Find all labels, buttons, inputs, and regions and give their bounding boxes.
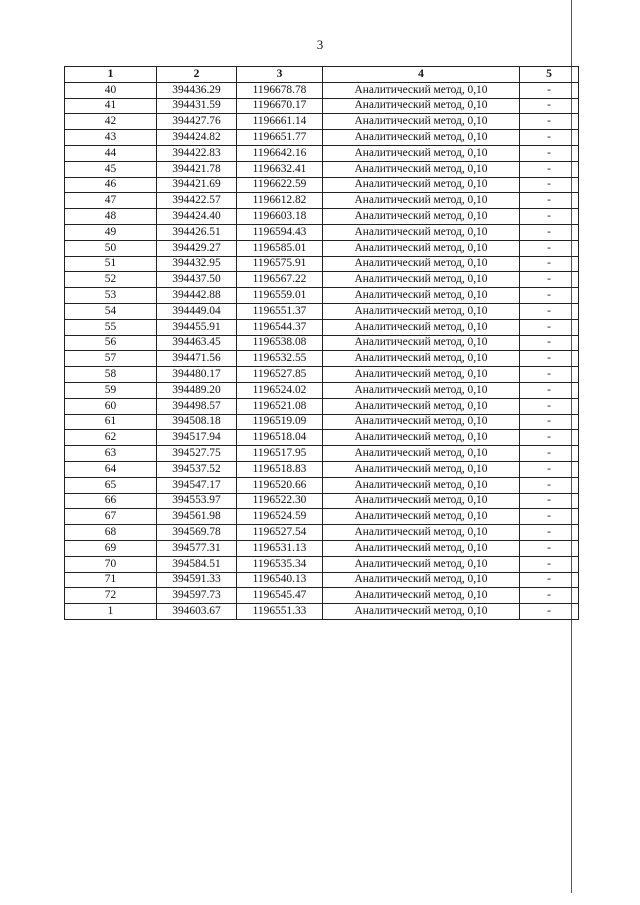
x-coordinate-cell: 394537.52 (157, 461, 237, 477)
point-number-cell: 67 (65, 509, 157, 525)
page-number: 3 (316, 37, 324, 52)
note-cell: - (520, 351, 579, 367)
y-coordinate-cell: 1196594.43 (237, 224, 323, 240)
y-coordinate-cell: 1196518.04 (237, 430, 323, 446)
note-cell: - (520, 177, 579, 193)
x-coordinate-cell: 394561.98 (157, 509, 237, 525)
y-coordinate-cell: 1196603.18 (237, 209, 323, 225)
method-cell: Аналитический метод, 0,10 (323, 161, 520, 177)
note-cell: - (520, 272, 579, 288)
point-number-cell: 50 (65, 240, 157, 256)
x-coordinate-cell: 394449.04 (157, 303, 237, 319)
point-number-cell: 1 (65, 604, 157, 620)
table-row (65, 272, 579, 288)
note-cell: - (520, 82, 579, 98)
y-coordinate-cell: 1196517.95 (237, 446, 323, 462)
method-cell: Аналитический метод, 0,10 (323, 209, 520, 225)
x-coordinate-cell: 394508.18 (157, 414, 237, 430)
method-cell: Аналитический метод, 0,10 (323, 493, 520, 509)
point-number-cell: 51 (65, 256, 157, 272)
note-cell: - (520, 288, 579, 304)
point-number-cell: 43 (65, 130, 157, 146)
table-row (65, 130, 579, 146)
table-row (65, 525, 579, 541)
x-coordinate-cell: 394427.76 (157, 114, 237, 130)
note-cell: - (520, 414, 579, 430)
y-coordinate-cell: 1196632.41 (237, 161, 323, 177)
y-coordinate-cell: 1196521.08 (237, 398, 323, 414)
column-header-5: 5 (520, 67, 579, 83)
table-row (65, 572, 579, 588)
note-cell: - (520, 209, 579, 225)
point-number-cell: 57 (65, 351, 157, 367)
method-cell: Аналитический метод, 0,10 (323, 461, 520, 477)
note-cell: - (520, 446, 579, 462)
x-coordinate-cell: 394569.78 (157, 525, 237, 541)
point-number-cell: 49 (65, 224, 157, 240)
point-number-cell: 69 (65, 540, 157, 556)
method-cell: Аналитический метод, 0,10 (323, 556, 520, 572)
y-coordinate-cell: 1196678.78 (237, 82, 323, 98)
y-coordinate-cell: 1196520.66 (237, 477, 323, 493)
table-row (65, 193, 579, 209)
x-coordinate-cell: 394603.67 (157, 604, 237, 620)
point-number-cell: 66 (65, 493, 157, 509)
y-coordinate-cell: 1196651.77 (237, 130, 323, 146)
x-coordinate-cell: 394597.73 (157, 588, 237, 604)
note-cell: - (520, 525, 579, 541)
x-coordinate-cell: 394517.94 (157, 430, 237, 446)
y-coordinate-cell: 1196518.83 (237, 461, 323, 477)
x-coordinate-cell: 394431.59 (157, 98, 237, 114)
x-coordinate-cell: 394426.51 (157, 224, 237, 240)
table-row (65, 240, 579, 256)
table-row (65, 82, 579, 98)
y-coordinate-cell: 1196545.47 (237, 588, 323, 604)
note-cell: - (520, 509, 579, 525)
method-cell: Аналитический метод, 0,10 (323, 224, 520, 240)
y-coordinate-cell: 1196661.14 (237, 114, 323, 130)
point-number-cell: 70 (65, 556, 157, 572)
method-cell: Аналитический метод, 0,10 (323, 335, 520, 351)
x-coordinate-cell: 394498.57 (157, 398, 237, 414)
x-coordinate-cell: 394437.50 (157, 272, 237, 288)
point-number-cell: 45 (65, 161, 157, 177)
note-cell: - (520, 224, 579, 240)
table-row (65, 145, 579, 161)
y-coordinate-cell: 1196519.09 (237, 414, 323, 430)
x-coordinate-cell: 394471.56 (157, 351, 237, 367)
y-coordinate-cell: 1196524.02 (237, 382, 323, 398)
x-coordinate-cell: 394584.51 (157, 556, 237, 572)
method-cell: Аналитический метод, 0,10 (323, 540, 520, 556)
note-cell: - (520, 193, 579, 209)
table-row (65, 335, 579, 351)
note-cell: - (520, 461, 579, 477)
point-number-cell: 65 (65, 477, 157, 493)
method-cell: Аналитический метод, 0,10 (323, 367, 520, 383)
note-cell: - (520, 303, 579, 319)
method-cell: Аналитический метод, 0,10 (323, 98, 520, 114)
method-cell: Аналитический метод, 0,10 (323, 430, 520, 446)
point-number-cell: 48 (65, 209, 157, 225)
table-row (65, 114, 579, 130)
method-cell: Аналитический метод, 0,10 (323, 145, 520, 161)
y-coordinate-cell: 1196532.55 (237, 351, 323, 367)
note-cell: - (520, 161, 579, 177)
table-row (65, 177, 579, 193)
y-coordinate-cell: 1196642.16 (237, 145, 323, 161)
table-row (65, 256, 579, 272)
table-row (65, 493, 579, 509)
point-number-cell: 41 (65, 98, 157, 114)
column-header-2: 2 (157, 67, 237, 83)
x-coordinate-cell: 394424.82 (157, 130, 237, 146)
method-cell: Аналитический метод, 0,10 (323, 272, 520, 288)
point-number-cell: 64 (65, 461, 157, 477)
point-number-cell: 63 (65, 446, 157, 462)
point-number-cell: 40 (65, 82, 157, 98)
y-coordinate-cell: 1196575.91 (237, 256, 323, 272)
point-number-cell: 56 (65, 335, 157, 351)
coordinates-table (64, 66, 579, 620)
table-row (65, 303, 579, 319)
x-coordinate-cell: 394421.78 (157, 161, 237, 177)
table-row (65, 477, 579, 493)
point-number-cell: 46 (65, 177, 157, 193)
y-coordinate-cell: 1196522.30 (237, 493, 323, 509)
method-cell: Аналитический метод, 0,10 (323, 509, 520, 525)
y-coordinate-cell: 1196524.59 (237, 509, 323, 525)
point-number-cell: 58 (65, 367, 157, 383)
table-row (65, 367, 579, 383)
point-number-cell: 68 (65, 525, 157, 541)
point-number-cell: 52 (65, 272, 157, 288)
method-cell: Аналитический метод, 0,10 (323, 130, 520, 146)
method-cell: Аналитический метод, 0,10 (323, 572, 520, 588)
note-cell: - (520, 430, 579, 446)
method-cell: Аналитический метод, 0,10 (323, 319, 520, 335)
point-number-cell: 42 (65, 114, 157, 130)
method-cell: Аналитический метод, 0,10 (323, 114, 520, 130)
note-cell: - (520, 114, 579, 130)
table-row (65, 446, 579, 462)
note-cell: - (520, 130, 579, 146)
x-coordinate-cell: 394455.91 (157, 319, 237, 335)
point-number-cell: 47 (65, 193, 157, 209)
column-header-1: 1 (65, 67, 157, 83)
table-row (65, 351, 579, 367)
x-coordinate-cell: 394591.33 (157, 572, 237, 588)
point-number-cell: 59 (65, 382, 157, 398)
x-coordinate-cell: 394480.17 (157, 367, 237, 383)
method-cell: Аналитический метод, 0,10 (323, 256, 520, 272)
method-cell: Аналитический метод, 0,10 (323, 477, 520, 493)
method-cell: Аналитический метод, 0,10 (323, 604, 520, 620)
note-cell: - (520, 319, 579, 335)
x-coordinate-cell: 394422.83 (157, 145, 237, 161)
y-coordinate-cell: 1196622.59 (237, 177, 323, 193)
note-cell: - (520, 367, 579, 383)
point-number-cell: 62 (65, 430, 157, 446)
table-row (65, 398, 579, 414)
table-row (65, 604, 579, 620)
method-cell: Аналитический метод, 0,10 (323, 398, 520, 414)
y-coordinate-cell: 1196527.85 (237, 367, 323, 383)
x-coordinate-cell: 394436.29 (157, 82, 237, 98)
table-header-row (65, 67, 579, 83)
table-row (65, 382, 579, 398)
note-cell: - (520, 540, 579, 556)
x-coordinate-cell: 394442.88 (157, 288, 237, 304)
table-row (65, 414, 579, 430)
point-number-cell: 44 (65, 145, 157, 161)
method-cell: Аналитический метод, 0,10 (323, 525, 520, 541)
note-cell: - (520, 335, 579, 351)
y-coordinate-cell: 1196540.13 (237, 572, 323, 588)
y-coordinate-cell: 1196612.82 (237, 193, 323, 209)
point-number-cell: 54 (65, 303, 157, 319)
y-coordinate-cell: 1196538.08 (237, 335, 323, 351)
method-cell: Аналитический метод, 0,10 (323, 414, 520, 430)
x-coordinate-cell: 394432.95 (157, 256, 237, 272)
method-cell: Аналитический метод, 0,10 (323, 588, 520, 604)
x-coordinate-cell: 394463.45 (157, 335, 237, 351)
x-coordinate-cell: 394424.40 (157, 209, 237, 225)
y-coordinate-cell: 1196670.17 (237, 98, 323, 114)
note-cell: - (520, 145, 579, 161)
point-number-cell: 60 (65, 398, 157, 414)
x-coordinate-cell: 394547.17 (157, 477, 237, 493)
x-coordinate-cell: 394421.69 (157, 177, 237, 193)
y-coordinate-cell: 1196559.01 (237, 288, 323, 304)
table-row (65, 209, 579, 225)
method-cell: Аналитический метод, 0,10 (323, 303, 520, 319)
table-row (65, 588, 579, 604)
x-coordinate-cell: 394422.57 (157, 193, 237, 209)
method-cell: Аналитический метод, 0,10 (323, 193, 520, 209)
x-coordinate-cell: 394429.27 (157, 240, 237, 256)
y-coordinate-cell: 1196567.22 (237, 272, 323, 288)
table-row (65, 161, 579, 177)
note-cell: - (520, 98, 579, 114)
note-cell: - (520, 572, 579, 588)
table-row (65, 540, 579, 556)
y-coordinate-cell: 1196531.13 (237, 540, 323, 556)
point-number-cell: 71 (65, 572, 157, 588)
note-cell: - (520, 256, 579, 272)
method-cell: Аналитический метод, 0,10 (323, 177, 520, 193)
note-cell: - (520, 556, 579, 572)
column-header-4: 4 (323, 67, 520, 83)
method-cell: Аналитический метод, 0,10 (323, 288, 520, 304)
column-header-3: 3 (237, 67, 323, 83)
y-coordinate-cell: 1196551.37 (237, 303, 323, 319)
x-coordinate-cell: 394577.31 (157, 540, 237, 556)
y-coordinate-cell: 1196544.37 (237, 319, 323, 335)
note-cell: - (520, 477, 579, 493)
note-cell: - (520, 382, 579, 398)
point-number-cell: 72 (65, 588, 157, 604)
y-coordinate-cell: 1196585.01 (237, 240, 323, 256)
point-number-cell: 53 (65, 288, 157, 304)
table-row (65, 288, 579, 304)
method-cell: Аналитический метод, 0,10 (323, 82, 520, 98)
point-number-cell: 55 (65, 319, 157, 335)
note-cell: - (520, 493, 579, 509)
table-row (65, 319, 579, 335)
x-coordinate-cell: 394527.75 (157, 446, 237, 462)
table-row (65, 224, 579, 240)
x-coordinate-cell: 394489.20 (157, 382, 237, 398)
table-row (65, 430, 579, 446)
table-body (65, 82, 579, 619)
table-row (65, 556, 579, 572)
point-number-cell: 61 (65, 414, 157, 430)
note-cell: - (520, 240, 579, 256)
y-coordinate-cell: 1196527.54 (237, 525, 323, 541)
note-cell: - (520, 588, 579, 604)
method-cell: Аналитический метод, 0,10 (323, 382, 520, 398)
y-coordinate-cell: 1196551.33 (237, 604, 323, 620)
method-cell: Аналитический метод, 0,10 (323, 240, 520, 256)
table-row (65, 461, 579, 477)
method-cell: Аналитический метод, 0,10 (323, 446, 520, 462)
y-coordinate-cell: 1196535.34 (237, 556, 323, 572)
x-coordinate-cell: 394553.97 (157, 493, 237, 509)
table-row (65, 98, 579, 114)
note-cell: - (520, 398, 579, 414)
method-cell: Аналитический метод, 0,10 (323, 351, 520, 367)
note-cell: - (520, 604, 579, 620)
table-row (65, 509, 579, 525)
